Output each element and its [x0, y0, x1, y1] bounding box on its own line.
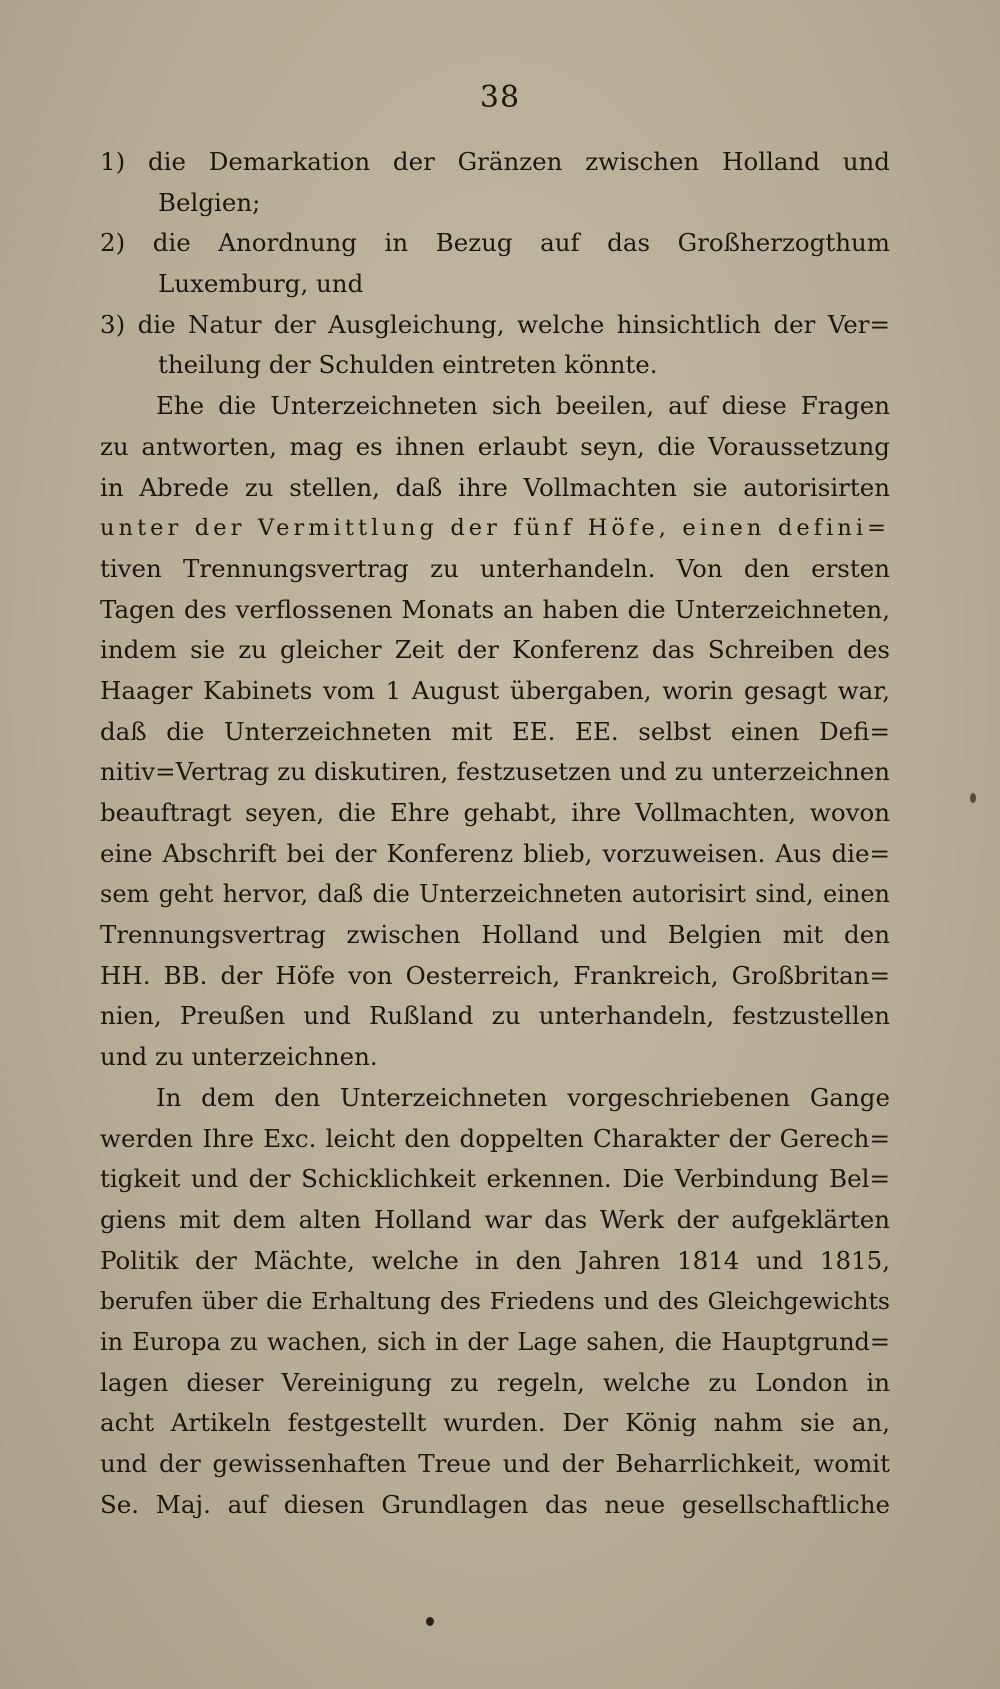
text-line: und zu unterzeichnen.	[100, 1042, 378, 1072]
body-text	[100, 142, 890, 1525]
text-line: unter der Vermittlung der fünf Höfe, einen defini=	[100, 515, 890, 542]
text-line: nitiv=Vertrag zu diskutiren, festzusetzen und zu unterzeichnen	[100, 757, 890, 787]
text-line: tigkeit und der Schicklichkeit erkennen. Die Verbindung Bel=	[100, 1164, 890, 1194]
text-line: zu antworten, mag es ihnen erlaubt seyn, die Voraussetzung	[100, 431, 890, 461]
page-number: 38	[479, 80, 521, 115]
text-line: 2) die Anordnung in Bezug auf das Großherzogthum	[100, 228, 890, 258]
text-line: lagen dieser Vereinigung zu regeln, welche zu London in	[100, 1367, 890, 1397]
text-line: und der gewissenhaften Treue und der Beharrlichkeit, womit	[100, 1449, 890, 1478]
text-line: sem geht hervor, daß die Unterzeichneten autorisirt sind, einen	[100, 880, 890, 909]
text-line: Luxemburg, und	[158, 269, 364, 299]
text-line: in Europa zu wachen, sich in der Lage sahen, die Hauptgrund=	[100, 1327, 890, 1356]
text-line: Belgien;	[158, 187, 261, 217]
text-line: tiven Trennungsvertrag zu unterhandeln. Von den ersten	[100, 553, 890, 583]
text-line: indem sie zu gleicher Zeit der Konferenz das Schreiben des	[100, 635, 890, 665]
text-line: werden Ihre Exc. leicht den doppelten Charakter der Gerech=	[100, 1123, 890, 1153]
text-line: daß die Unterzeichneten mit EE. EE. selbst einen Defi=	[100, 716, 890, 746]
text-line: 3) die Natur der Ausgleichung, welche hinsichtlich der Ver=	[100, 309, 890, 339]
text-line: Haager Kabinets vom 1 August übergaben, worin gesagt war,	[100, 675, 890, 705]
text-line: giens mit dem alten Holland war das Werk der aufgeklärten	[100, 1204, 890, 1234]
text-line: Tagen des verflossenen Monats an haben die Unterzeichneten,	[100, 594, 890, 624]
text-line: Ehe die Unterzeichneten sich beeilen, auf diese Fragen	[156, 391, 890, 421]
text-line: Se. Maj. auf diesen Grundlagen das neue gesellschaftliche	[100, 1489, 890, 1519]
ink-speck	[970, 793, 976, 803]
text-line: berufen über die Erhaltung des Friedens und des Gleichgewichts	[100, 1287, 890, 1316]
text-line: theilung der Schulden eintreten könnte.	[158, 350, 658, 380]
text-line: In dem den Unterzeichneten vorgeschriebenen Gange	[156, 1082, 890, 1112]
text-line: acht Artikeln festgestellt wurden. Der König nahm sie an,	[100, 1408, 890, 1438]
text-line: HH. BB. der Höfe von Oesterreich, Frankreich, Großbritan=	[100, 960, 890, 990]
text-line: 1) die Demarkation der Gränzen zwischen Holland und	[100, 147, 890, 176]
text-line: nien, Preußen und Rußland zu unterhandeln, festzustellen	[100, 1001, 890, 1031]
text-line: eine Abschrift bei der Konferenz blieb, vorzuweisen. Aus die=	[100, 838, 890, 868]
ink-speck	[426, 1617, 434, 1626]
text-line: in Abrede zu stellen, daß ihre Vollmachten sie autorisirten	[100, 472, 890, 502]
text-line: Politik der Mächte, welche in den Jahren 1814 und 1815,	[100, 1245, 890, 1275]
text-line: beauftragt seyen, die Ehre gehabt, ihre Vollmachten, wovon	[100, 798, 890, 827]
text-line: Trennungsvertrag zwischen Holland und Belgien mit den	[100, 920, 890, 950]
